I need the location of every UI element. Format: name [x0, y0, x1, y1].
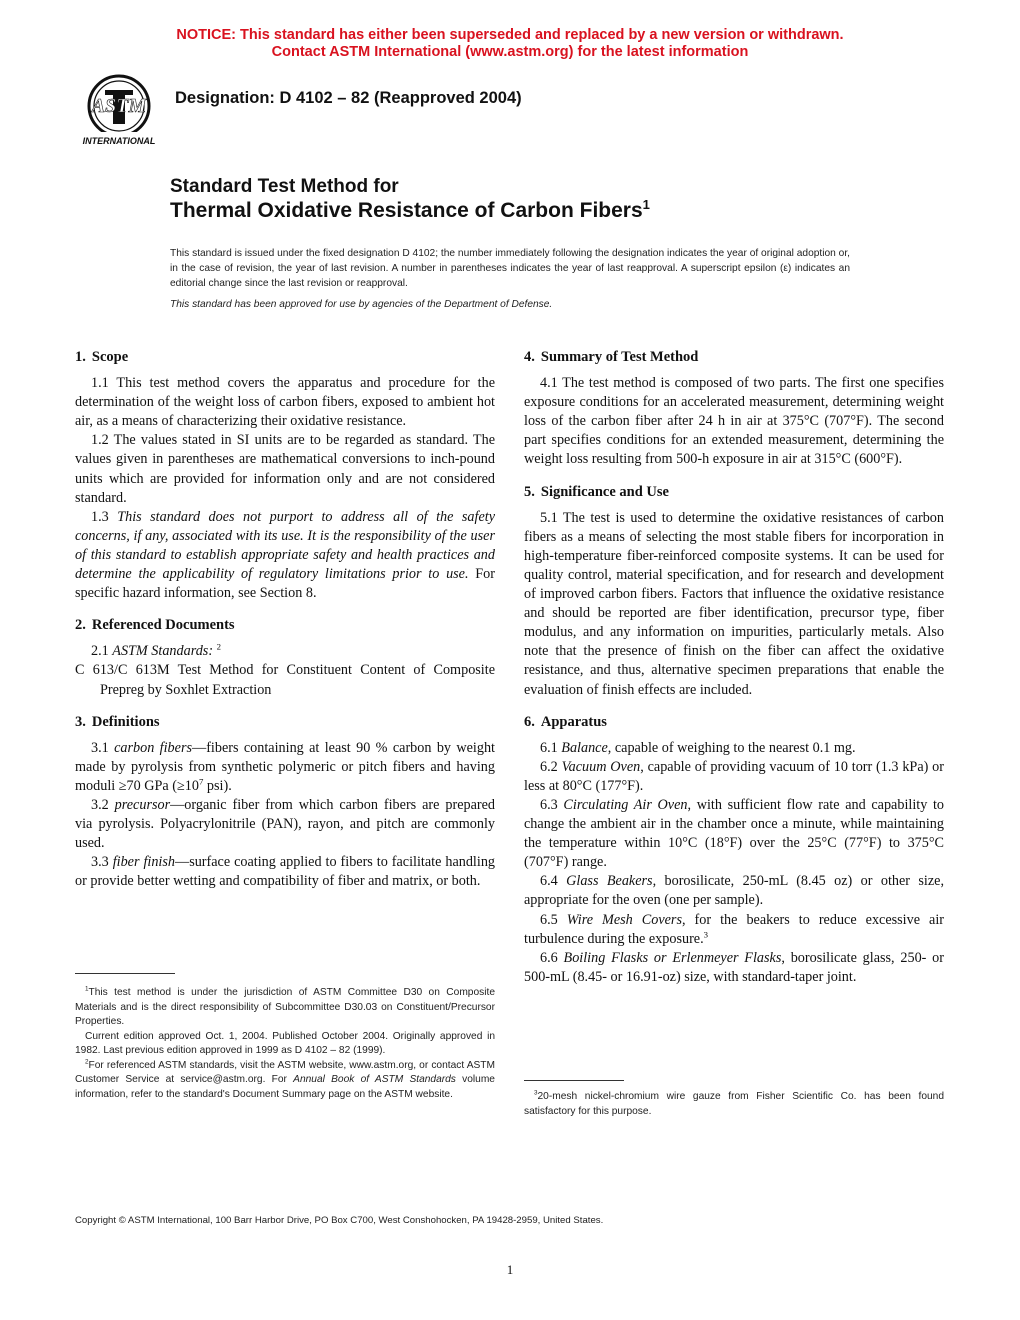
paragraph-1-1: 1.1 This test method covers the apparatus and procedure for the determination of the weight loss of carbon fibers, exposed to ambient hot air, as a means of characterizing their oxidative resistance. — [75, 375, 495, 430]
footnotes-right — [524, 1090, 944, 1119]
issued-note: This standard is issued under the fixed designation D 4102; the number immediately following the designation indicates the year of original adoption or, in the case of revision, the year of last revision. A number in parentheses indicates the year of last reapproval. A superscript epsilon (ε) indicates an editorial change since the last revision or reapproval. — [170, 248, 850, 289]
logo-brand-text: ASTM — [91, 95, 147, 117]
astm-logo-icon — [75, 72, 163, 152]
copyright-line: Copyright © ASTM International, 100 Barr Harbor Drive, PO Box C700, West Conshohocken, PA 19428-2959, United States. — [75, 1215, 604, 1226]
right-column — [524, 348, 944, 987]
paragraph-5-1: 5.1 The test is used to determine the oxidative resistances of carbon fibers as a means of selecting the most stable fibers for incorporation in high-temperature fiber-reinforced composite systems. It can be used for quality control, material specification, and for research and development of improved carbon fibers. Factors that influence the oxidative resistance and should be reported are fiber identification, precursor type, fiber modulus, and any information on impurities, particularly metals. Also note that the presence of finish on the fiber can affect the oxidative resistance, and thus, alternative specimen preparations that enable the evaluation of finish effects are included. — [524, 509, 944, 698]
apparatus-air-oven: 6.3 Circulating Air Oven, with sufficient flow rate and capability to change the ambient air in the chamber once a minute, while maintaining the temperature within 10°C (18°F) over the 25°C (77°F) to 375°C (707°F) range. — [524, 796, 945, 871]
section-heading-apparatus: 6. Apparatus — [524, 713, 607, 730]
title-footnote-ref: 1 — [642, 197, 650, 212]
definition-carbon-fibers: 3.1 carbon fibers—fibers containing at least 90 % carbon by weight made by pyrolysis from synthetic polymeric or pitch fibers and having moduli ≥70 GPa ($\ge 10^7$ psi). — [75, 739, 495, 794]
apparatus-vacuum-oven: 6.2 Vacuum Oven, capable of providing vacuum of 10 torr (1.3 kPa) or less at 80°C (177°F). — [524, 758, 944, 794]
footnote-3: $^3$20-mesh nickel-chromium wire gauze from Fisher Scientific Co. has been found satisfactory for this purpose. — [524, 1089, 944, 1117]
section-heading-definitions: 3. Definitions — [75, 713, 160, 730]
paragraph-1-2: 1.2 The values stated in SI units are to be regarded as standard. The values given in parentheses are mathematical conversions to inch-pound units which are provided for information only and are not considered standard. — [75, 432, 495, 506]
withdrawal-notice — [0, 27, 1020, 61]
notice-line-2: Contact ASTM International (www.astm.org) for the latest information — [271, 44, 749, 60]
apparatus-balance: 6.1 Balance, capable of weighing to the nearest 0.1 mg. — [540, 739, 856, 756]
referenced-document-c613: C 613/C 613M Test Method for Constituent Content of Composite Prepreg by Soxhlet Extraction — [75, 662, 495, 698]
page-number: 1 — [506, 1262, 514, 1277]
footnotes-left — [75, 986, 495, 1102]
left-column — [75, 348, 495, 891]
paragraph-2-1: 2.1 ASTM Standards: $^2$ — [91, 641, 221, 660]
paragraph-1-3: 1.3 This standard does not purport to address all of the safety concerns, if any, associated with its use. It is the responsibility of the user of this standard to establish appropriate safety and health practices and determine the applicability of regulatory limitations prior to use. For specific hazard information, see Section 8. — [75, 508, 495, 602]
section-heading-scope: 1. Scope — [75, 349, 129, 365]
footnote-rule-left — [75, 973, 175, 974]
document-title — [170, 175, 650, 224]
footnote-1-edition: Current edition approved Oct. 1, 2004. Published October 2004. Originally approved in 1982. Last previous edition approved in 1999 as D 4102 – 82 (1999). — [75, 1030, 495, 1056]
astm-logo — [75, 72, 163, 152]
section-heading-significance: 5. Significance and Use — [524, 483, 669, 500]
apparatus-glass-beakers: 6.4 Glass Beakers, borosilicate, 250-mL (8.45 oz) or other size, appropriate for the oven (one per sample). — [524, 873, 945, 909]
apparatus-flasks: 6.6 Boiling Flasks or Erlenmeyer Flasks, borosilicate glass, 250- or 500-mL (8.45- or 16.91-oz) size, with standard-taper joint. — [524, 949, 945, 985]
definition-precursor: 3.2 precursor—organic fiber from which carbon fibers are prepared via pyrolysis. Polyacrylonitrile (PAN), rayon, and pitch are commonly used. — [75, 796, 495, 852]
footnote-1: $^1$This test method is under the jurisdiction of ASTM Committee D30 on Composite Materials and is the direct responsibility of Subcommittee D30.03 on Constituent/Precursor Properties. — [75, 985, 495, 1027]
title-line-1: Standard Test Method for — [170, 176, 399, 197]
section-heading-summary: 4. Summary of Test Method — [524, 349, 699, 365]
notice-line-1: NOTICE: This standard has either been superseded and replaced by a new version or withdrawn. — [176, 27, 844, 43]
approved-note: This standard has been approved for use by agencies of the Department of Defense. — [170, 299, 553, 310]
paragraph-4-1: 4.1 The test method is composed of two parts. The first one specifies exposure conditions for an accelerated measurement, determining weight loss of the carbon fiber after 24 h in air at 375°C (707°F). The second part specifies conditions for an extended measurement, determining the weight loss resulting from 500-h exposure in air at 315°C (600°F). — [524, 375, 944, 468]
apparatus-wire-mesh-covers: 6.5 Wire Mesh Covers, for the beakers to reduce excessive air turbulence during the exposure.$^3$ — [524, 911, 944, 947]
designation: Designation: D 4102 – 82 (Reapproved 2004) — [175, 89, 522, 107]
logo-sub-text: INTERNATIONAL — [82, 136, 156, 146]
footnote-2: $^2$For referenced ASTM standards, visit the ASTM website, www.astm.org, or contact ASTM Customer Service at service@astm.org. For Annual Book of ASTM Standards volume information, refer to the standard's Document Summary page on the ASTM website. — [75, 1058, 495, 1100]
footnote-rule-right — [524, 1080, 624, 1081]
definition-fiber-finish: 3.3 fiber finish—surface coating applied to fibers to facilitate handling or provide better wetting and compatibility of fiber and matrix, or both. — [75, 854, 496, 890]
title-main: Thermal Oxidative Resistance of Carbon Fibers — [170, 199, 643, 222]
section-heading-referenced-documents: 2. Referenced Documents — [75, 617, 235, 634]
title-line-2 — [170, 198, 650, 224]
